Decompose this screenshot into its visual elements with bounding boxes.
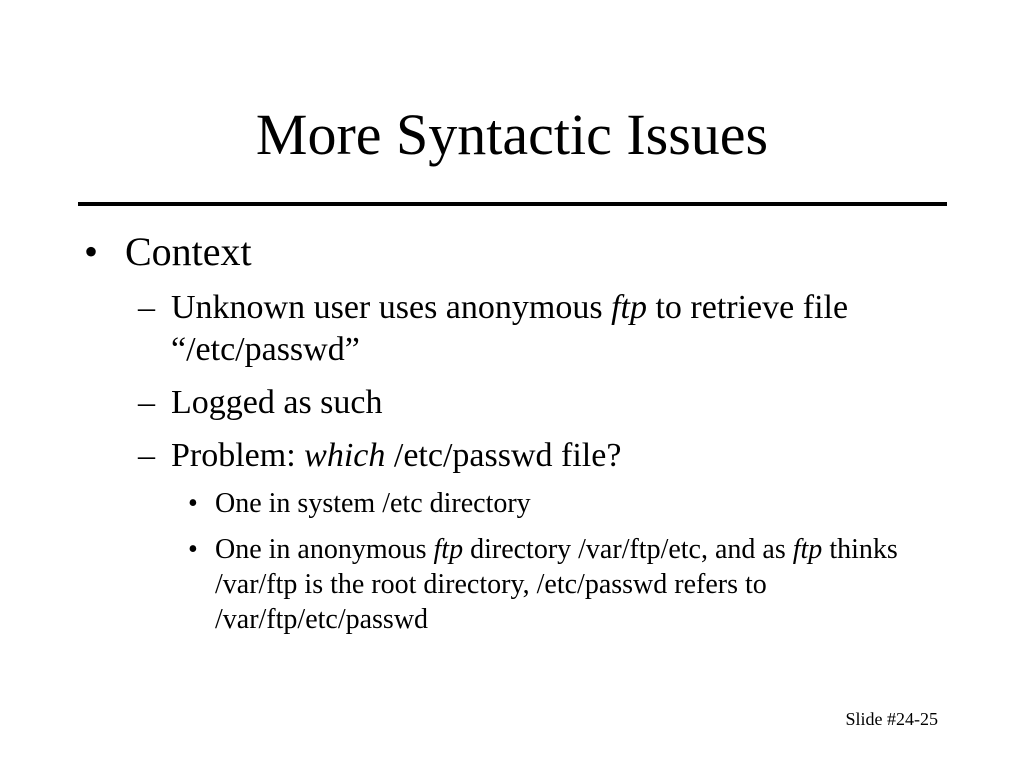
text-segment: Unknown user uses anonymous: [171, 289, 612, 326]
emphasis-text: ftp: [611, 289, 647, 326]
sub-sub-bullet-text: One in system /etc directory: [215, 488, 531, 519]
sub-sub-bullet-text: [215, 532, 920, 637]
sub-bullet-text: Logged as such: [171, 384, 383, 421]
dash-marker: –: [138, 437, 155, 474]
emphasis-text: ftp: [792, 534, 823, 565]
bullet-marker: •: [188, 534, 198, 565]
bullet-marker: •: [188, 488, 198, 519]
text-segment: /etc/passwd file?: [385, 437, 622, 474]
bullet-text: Context: [125, 229, 252, 274]
text-segment: Problem:: [171, 437, 305, 474]
sub-bullet-text: [171, 435, 931, 477]
bullet-marker: •: [84, 229, 99, 274]
text-segment: directory /var/ftp/etc, and as: [463, 534, 793, 565]
dash-marker: –: [138, 384, 155, 421]
text-segment: to retrieve file “/etc/passwd”: [171, 289, 849, 368]
text-segment: thinks /var/ftp is the root directory, /etc/passwd refers to /var/ftp/etc/passwd: [215, 534, 898, 635]
emphasis-text: which: [304, 437, 386, 474]
emphasis-text: ftp: [433, 534, 464, 565]
dash-marker: –: [138, 289, 155, 326]
slide-number: Slide #24-25: [845, 709, 938, 729]
text-segment: One in anonymous: [215, 534, 434, 565]
sub-bullet-text: [171, 287, 931, 371]
slide-title: More Syntactic Issues: [255, 102, 769, 167]
